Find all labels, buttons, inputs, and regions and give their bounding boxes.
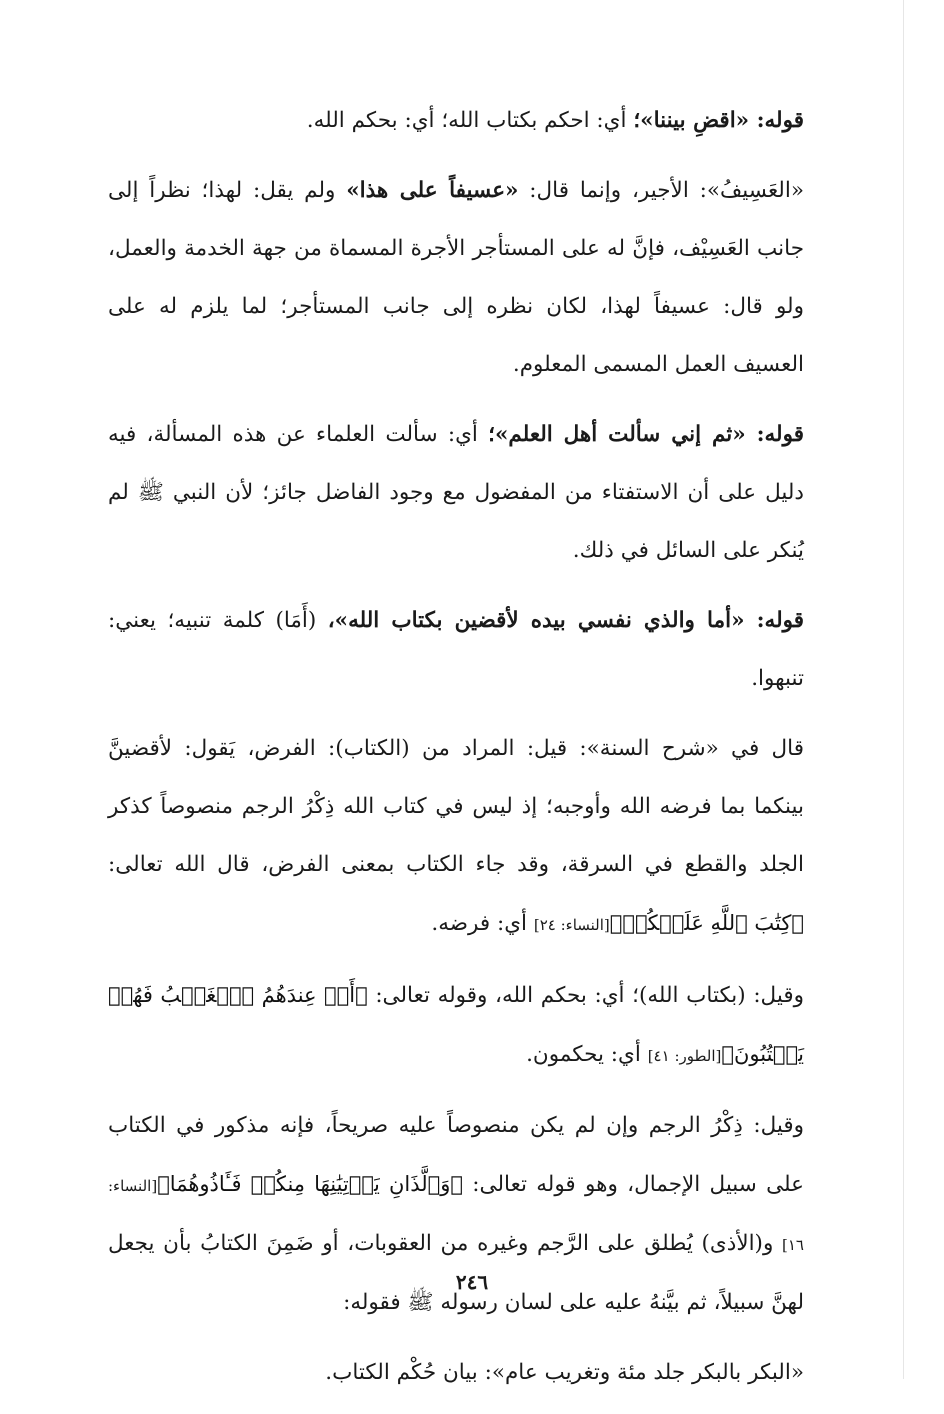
page-body xyxy=(108,92,834,1414)
paragraph-6-text-a: وقيل: (بكتاب الله)؛ أي: بحكم الله، وقوله تعالى: xyxy=(367,983,804,1008)
paragraph-8 xyxy=(108,1344,834,1402)
paragraph-3-lead: قوله: «ثم إني سألت أهل العلم»؛ xyxy=(488,422,804,447)
paragraph-4 xyxy=(108,592,834,708)
paragraph-3-text: أي: سألت العلماء عن هذه المسألة، فيه دليل على أن الاستفتاء من المفضول مع وجود الفاضل جائز؛ لأن النبي ﷺ لم يُنكر على السائل في ذلك. xyxy=(108,422,804,563)
paragraph-7 xyxy=(108,1097,834,1332)
paragraph-6-text-b: أي: يحكمون. xyxy=(526,1042,648,1067)
paragraph-8-text: «البكر بالبكر جلد مئة وتغريب عام»: بيان حُكْم الكتاب. xyxy=(325,1360,804,1385)
paragraph-2 xyxy=(108,162,834,394)
paragraph-7-text-a: وقيل: ذِكْرُ الرجم وإن لم يكن منصوصاً عليه صريحاً، فإنه مذكور في الكتاب على سبيل الإجمال، وهو قوله تعالى: xyxy=(108,1113,804,1197)
paragraph-3 xyxy=(108,406,834,580)
paragraph-5-ayah: ﴿كِتَٰبَ ٱللَّهِ عَلَيۡكُمۡ﴾ xyxy=(609,911,804,935)
page-number: ٢٤٦ xyxy=(455,1270,489,1294)
paragraph-5-text-b: أي: فرضه. xyxy=(431,911,534,936)
page-edge-line xyxy=(903,0,904,1379)
paragraph-7-text-b: و(الأذى) يُطلق على الرَّجم وغيره من العقوبات، أو ضَمِنَ الكتابُ بأن يجعل لهنَّ سبيلاً، ثم بيَّنهُ عليه على لسان رسوله ﷺ فقوله: xyxy=(108,1231,804,1315)
paragraph-1 xyxy=(108,92,834,150)
paragraph-5-text-a: قال في «شرح السنة»: قيل: المراد من (الكتاب): الفرض، يَقول: لأقضينَّ بينكما بما فرضه الله وأوجبه؛ إذ ليس في كتاب الله ذِكْرُ الرجم منصوصاً كذكر الجلد والقطع في السرقة، وقد جاء الكتاب بمعنى الفرض، قال الله تعالى: xyxy=(108,736,804,877)
paragraph-5 xyxy=(108,720,834,954)
paragraph-5-ref: [النساء: ٢٤] xyxy=(533,916,610,934)
paragraph-2-text-b: ولم يقل: لهذا؛ نظراً إلى جانب العَسِيْف، فإنَّ له على المستأجر الأجرة المسماة من جهة الخدمة والعمل، ولو قال: عسيفاً لهذا، لكان نظره إلى جانب المستأجر؛ لما يلزم له على العسيف العمل المسمى المعلوم. xyxy=(108,178,804,377)
paragraph-4-lead: قوله: «أما والذي نفسي بيده لأقضين بكتاب الله»، xyxy=(327,608,805,633)
paragraph-6 xyxy=(108,966,834,1085)
paragraph-1-lead: قوله: «اقضِ بيننا»؛ xyxy=(633,108,804,133)
paragraph-6-ref: [الطور: ٤١] xyxy=(647,1047,722,1065)
paragraph-7-ayah: ﴿وَٱلَّذَانِ يَأۡتِيَٰنِهَا مِنكُمۡ فَـَٔاذُوهُمَا﴾ xyxy=(157,1172,463,1196)
paragraph-2-bold: «عسيفاً على هذا» xyxy=(346,178,519,203)
paragraph-6-ayah: ﴿أَمۡ عِندَهُمُ ٱلۡغَيۡبُ فَهُمۡ يَكۡتُبُونَ﴾ xyxy=(108,983,804,1066)
paragraph-7-ref: [النساء: ١٦] xyxy=(108,1177,804,1254)
paragraph-2-text-a: «العَسِيفُ»: الأجير، وإنما قال: xyxy=(518,178,804,203)
paragraph-1-text: أي: احكم بكتاب الله؛ أي: بحكم الله. xyxy=(306,108,634,133)
paragraph-4-text: (أَمَا) كلمة تنبيه؛ يعني: تنبهوا. xyxy=(108,608,804,691)
